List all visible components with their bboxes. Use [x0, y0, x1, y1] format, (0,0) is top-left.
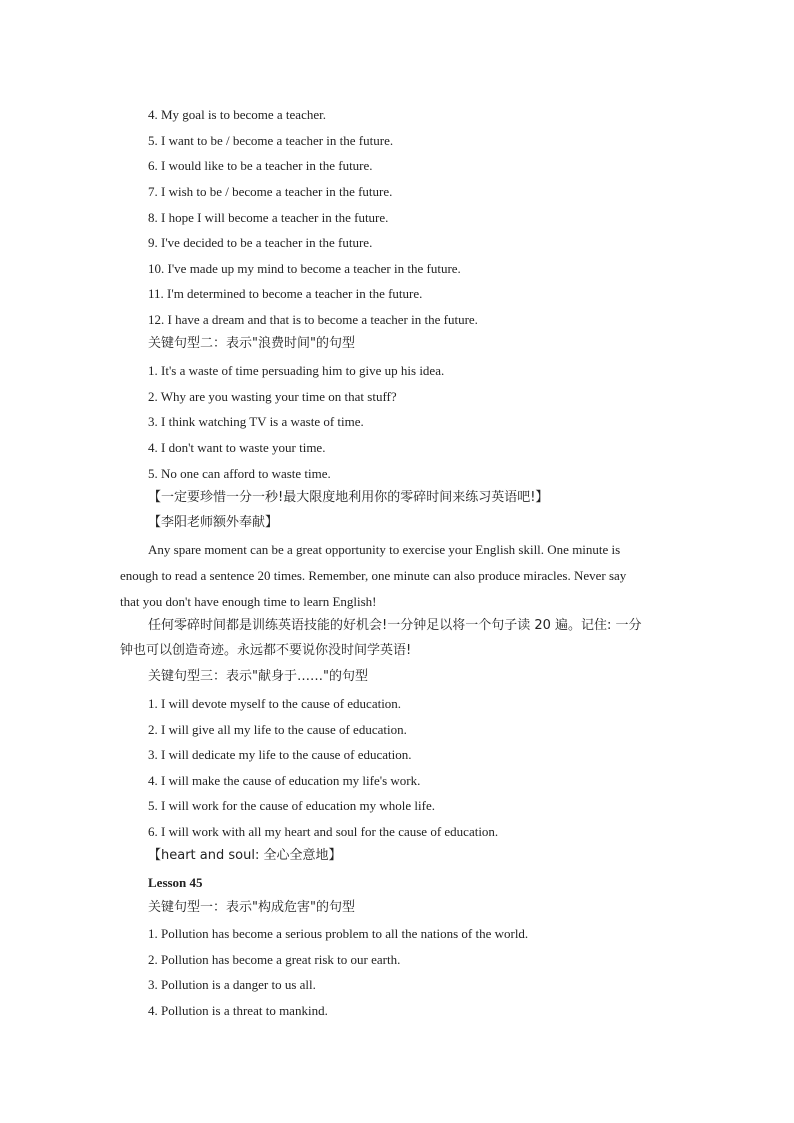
sentence-line: 10. I've made up my mind to become a teacher in the future.	[148, 261, 461, 276]
sentence-line: 2. I will give all my life to the cause of education.	[148, 722, 407, 737]
sentence-line: 11. I'm determined to become a teacher in the future.	[148, 286, 423, 301]
sentence-line: 6. I will work with all my heart and soul for the cause of education.	[148, 824, 499, 839]
paragraph-line: Any spare moment can be a great opportunity to exercise your English skill. One minute is	[148, 542, 621, 557]
sentence-line: 3. Pollution is a danger to us all.	[148, 977, 316, 992]
sentence-line: 4. I don't want to waste your time.	[148, 440, 326, 455]
sentence-line: 1. I will devote myself to the cause of education.	[148, 696, 402, 711]
sentence-line: 6. I would like to be a teacher in the future.	[148, 158, 373, 173]
sentence-line: 5. No one can afford to waste time.	[148, 466, 331, 481]
sentence-line: 1. It's a waste of time persuading him to give up his idea.	[148, 363, 445, 378]
sentence-line: 4. My goal is to become a teacher.	[148, 107, 326, 122]
sentence-line: 1. Pollution has become a serious problem to all the nations of the world.	[148, 926, 529, 941]
paragraph-line: 钟也可以创造奇迹。永远都不要说你没时间学英语!	[120, 643, 412, 658]
section-heading: 关键句型三：表示"献身于……"的句型	[148, 669, 368, 684]
sentence-line: 4. I will make the cause of education my life's work.	[148, 773, 421, 788]
sentence-line: 7. I wish to be / become a teacher in the future.	[148, 184, 393, 199]
sentence-line: 3. I think watching TV is a waste of time.	[148, 414, 364, 429]
sentence-line: 3. I will dedicate my life to the cause of education.	[148, 747, 412, 762]
paragraph-line: that you don't have enough time to learn English!	[120, 594, 377, 609]
sentence-line: 5. I will work for the cause of education my whole life.	[148, 798, 435, 813]
sentence-line: 5. I want to be / become a teacher in the future.	[148, 133, 394, 148]
paragraph-line: enough to read a sentence 20 times. Remember, one minute can also produce miracles. Never say	[120, 568, 627, 583]
sentence-line: 2. Why are you wasting your time on that stuff?	[148, 389, 397, 404]
lesson-title: Lesson 45	[148, 875, 203, 890]
sentence-line: 2. Pollution has become a great risk to our earth.	[148, 952, 401, 967]
contribution-title: 【李阳老师额外奉献】	[148, 515, 279, 530]
tip-note: 【一定要珍惜一分一秒!最大限度地利用你的零碎时间来练习英语吧!】	[148, 490, 549, 505]
section-heading: 关键句型二：表示"浪费时间"的句型	[148, 336, 355, 351]
paragraph-line: 任何零碎时间都是训练英语技能的好机会!一分钟足以将一个句子读 20 遍。记住: 一分	[148, 618, 642, 633]
sentence-line: 12. I have a dream and that is to become a teacher in the future.	[148, 312, 478, 327]
sentence-line: 9. I've decided to be a teacher in the future.	[148, 235, 373, 250]
sentence-line: 8. I hope I will become a teacher in the future.	[148, 210, 389, 225]
sentence-line: 4. Pollution is a threat to mankind.	[148, 1003, 328, 1018]
section-heading: 关键句型一：表示"构成危害"的句型	[148, 900, 355, 915]
vocab-note: 【heart and soul: 全心全意地】	[148, 848, 342, 863]
